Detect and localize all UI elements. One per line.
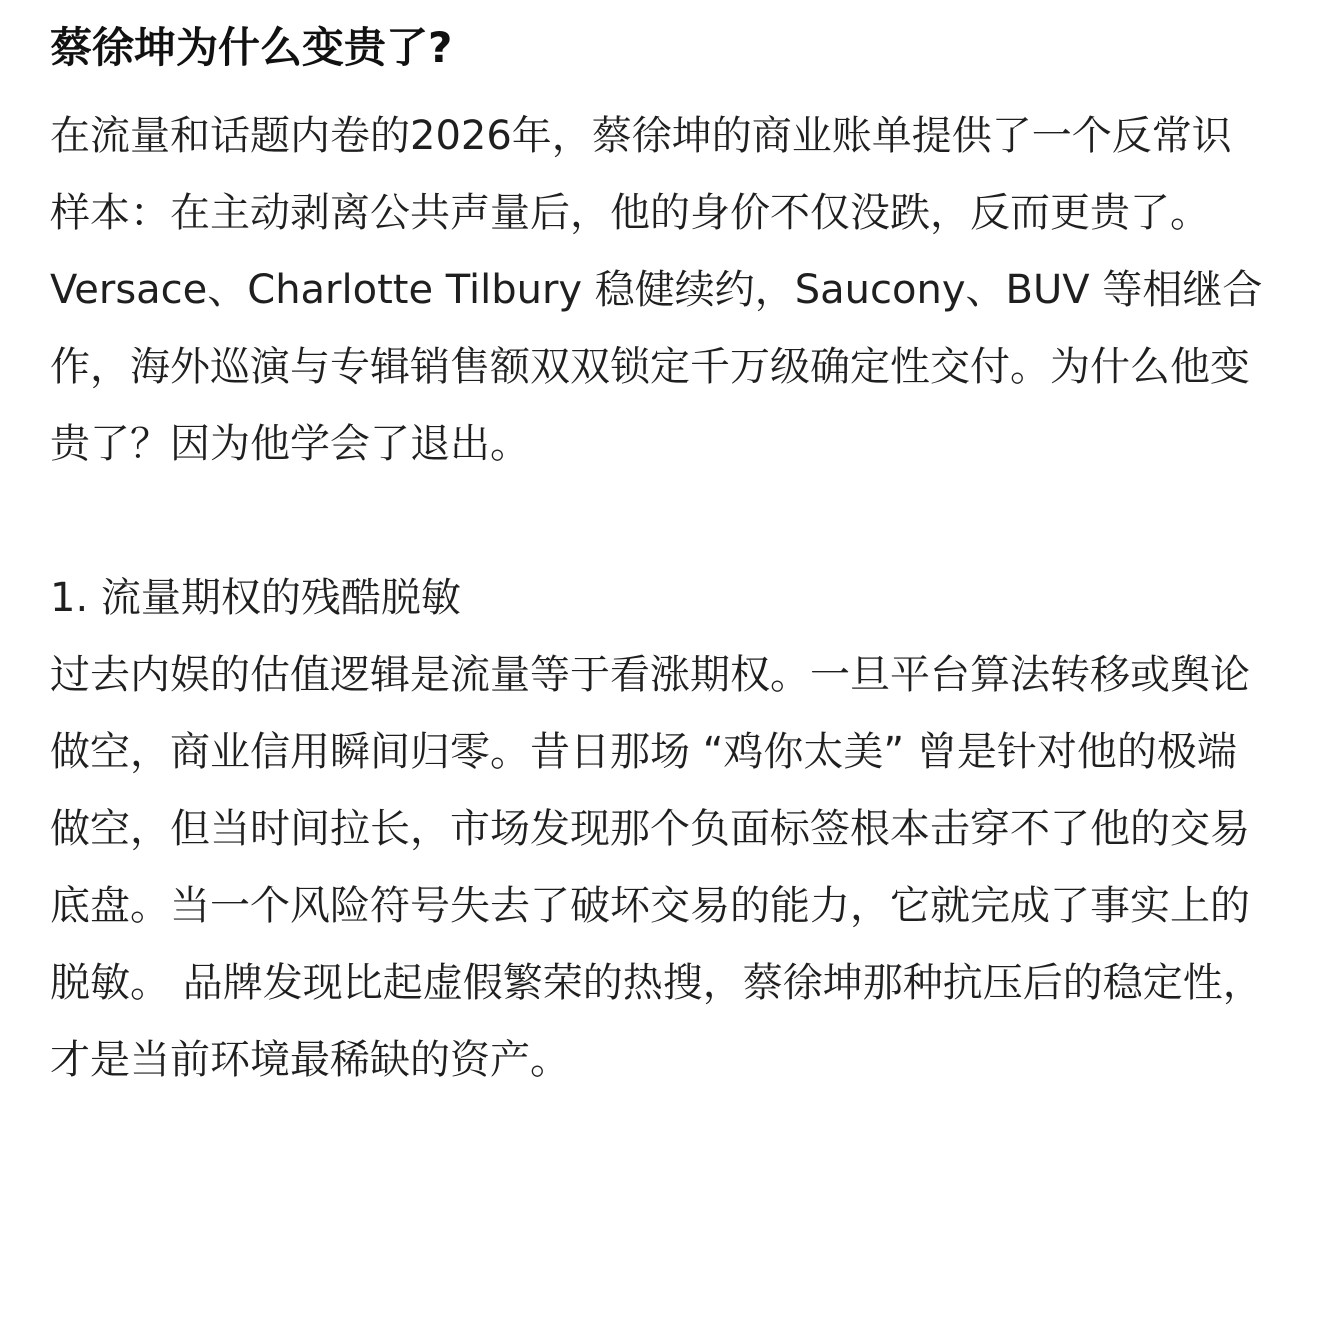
section-heading: 1. 流量期权的残酷脱敏 xyxy=(50,575,461,621)
paragraph-brands: Versace、Charlotte Tilbury 稳健续约，Saucony、BUV 等相继合作，海外巡演与专辑销售额双双锁定千万级确定性交付。为什么他变贵了？因为他学会了退出。 xyxy=(50,267,1263,467)
paragraph-gap xyxy=(50,483,1270,560)
paragraph-section-body: 过去内娱的估值逻辑是流量等于看涨期权。一旦平台算法转移或舆论做空，商业信用瞬间归零。昔日那场 “鸡你太美” 曾是针对他的极端做空，但当时间拉长，市场发现那个负面标签根本击穿不了他的交易底盘。当一个风险符号失去了破坏交易的能力，它就完成了事实上的脱敏。 品牌发现比起虚假繁荣的热搜，蔡徐坤那种抗压后的稳定性，才是当前环境最稀缺的资产。 xyxy=(50,652,1263,1083)
paragraph-intro: 在流量和话题内卷的2026年，蔡徐坤的商业账单提供了一个反常识样本：在主动剥离公共声量后，他的身价不仅没跌，反而更贵了。 xyxy=(50,113,1232,236)
article-title: 蔡徐坤为什么变贵了? xyxy=(50,23,453,72)
